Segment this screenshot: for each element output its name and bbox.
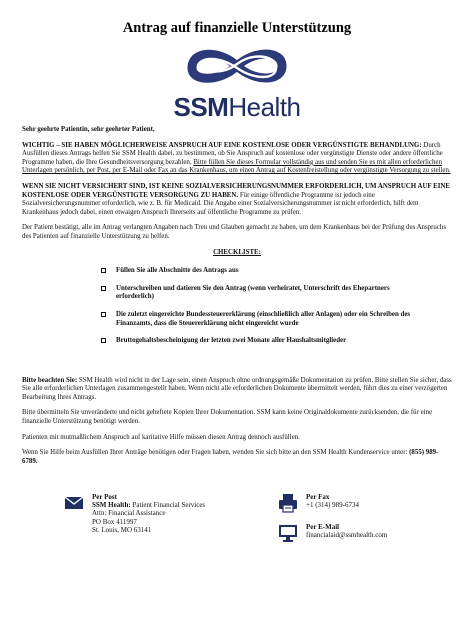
important-text: Durch Ausfüllen dieses Antrags helfen Sie SSM Health dabei, zu bestimmen, ob Sie Anspruch auf kostenlose oder vergünstigte Dienste oder andere öffentliche Programme haben, die Ihre Gesundheitsversorgung bezahlen. — [22, 141, 443, 166]
logo-text-regular: Health — [228, 92, 301, 122]
logo-text-bold: SSM — [173, 92, 229, 122]
uninsured-heading: WENN SIE NICHT VERSICHERT SIND, IST KEINE SOZIALVERSICHERUNGSNUMMER ERFORDERLICH, UM ANSPRUCH AUF EINE KOSTENLOSE ODER VERGÜNSTIGTE VERSORGUNG ZU HABEN. — [22, 182, 450, 199]
uninsured-text: Für einige öffentliche Programme ist jedoch eine Sozialversicherungsnummer erforderlich, wie z. B. für Medicaid. Die Angabe einer Sozialversicherungsnummer ist nicht erforderlich, hilft dem Krankenhaus jedoch dabei, einen etwaigen Anspruch Ihrerseits auf öffentliche Programme zu prüfen. — [22, 191, 419, 216]
email-info — [306, 523, 387, 539]
post-org-dept: Patient Financial Services — [130, 501, 206, 510]
checkbox-icon[interactable] — [101, 268, 106, 273]
salutation: Sehr geehrte Patientin, sehr geehrter Patient, — [22, 126, 155, 133]
post-box: PO Box 411997 — [92, 517, 137, 526]
help-end: . — [35, 457, 38, 465]
checklist-title: CHECKLISTE: — [213, 248, 261, 256]
checkbox-icon[interactable] — [101, 286, 106, 291]
email-label: Per E-Mail — [306, 523, 340, 531]
checkbox-icon[interactable] — [101, 312, 106, 317]
post-label: Per Post — [92, 493, 117, 501]
paragraph-help — [22, 449, 452, 466]
ssm-logo-mark-icon — [164, 44, 310, 90]
help-text: Wenn Sie Hilfe beim Ausfüllen Ihrer Anträge benötigen oder Fragen haben, wenden Sie sich bitte an den SSM Health Kundenservice unter: — [22, 449, 410, 457]
checklist-item — [22, 285, 452, 302]
checklist-item — [22, 337, 452, 346]
paragraph-confirmation: Der Patient bestätigt, alle im Antrag verlangten Angaben nach Treu und Glauben gemacht zu haben, um dem Krankenhaus bei der Prüfung des Anspruchs des Patienten auf finanzielle Unterstützung zu helfen. — [22, 224, 447, 240]
paragraph-note — [22, 377, 452, 403]
post-address — [92, 493, 205, 534]
important-heading: WICHTIG – SIE HABEN MÖGLICHERWEISE ANSPRUCH AUF EINE KOSTENLOSE ODER VERGÜNSTIGTE BEHANDLUNG: — [22, 141, 422, 149]
page-title: Antrag auf finanzielle Unterstützung — [122, 20, 352, 36]
email-address[interactable]: financialaid@ssmhealth.com — [306, 531, 388, 540]
post-org-name: SSM Health: — [92, 501, 131, 510]
paragraph-charity: Patienten mit mutmaßlichem Anspruch auf karitative Hilfe müssen diesen Antrag dennoch ausfüllen. — [22, 433, 300, 441]
letter-body — [22, 126, 452, 473]
ssm-health-logo — [164, 44, 310, 122]
contact-section — [0, 493, 474, 553]
envelope-icon — [64, 493, 84, 513]
checklist-item-label: Füllen Sie alle Abschnitte des Antrags aus — [116, 267, 239, 275]
computer-icon — [278, 523, 298, 543]
logo-wordmark — [164, 92, 310, 123]
checkbox-icon[interactable] — [101, 338, 106, 343]
post-org — [92, 501, 205, 509]
note-heading: Bitte beachten Sie: — [22, 376, 78, 384]
checklist-item — [22, 267, 452, 276]
checklist-item-label: Die zuletzt eingereichte Bundessteuererklärung (einschließlich aller Anlagen) oder ein Schreiben des Finanzamts, dass die Steuererklärung nicht eingereicht wurde — [116, 310, 411, 327]
important-underlined: Bitte füllen Sie dieses Formular vollständig aus und senden Sie es mit allen erforderlichen Unterlagen persönlich, per Post, per E-Mail oder Fax an das Krankenhaus, um einen Antrag auf Kostenfreistellung oder vergünstigte Versorgung zu stellen. — [22, 158, 451, 175]
fax-label: Per Fax — [306, 493, 330, 501]
post-city: St. Louis, MO 63141 — [92, 525, 152, 534]
post-attn: Attn: Financial Assistance — [92, 509, 166, 518]
help-phone[interactable]: (855) 989-6789 — [22, 449, 439, 465]
fax-info — [306, 493, 359, 509]
fax-number[interactable]: +1 (314) 989-6734 — [306, 501, 359, 510]
paragraph-copies: Bitte übermitteln Sie unveränderte und nicht geheftete Kopien Ihrer Dokumentation. SSM kann keine Originaldokumente zurücksenden, die für eine finanzielle Unterstützung benötigt werden. — [22, 409, 433, 426]
note-text: SSM Health wird nicht in der Lage sein, einen Anspruch ohne ordnungsgemäße Dokumentation zu prüfen. Bitte stellen Sie sicher, dass Sie alle erforderlichen Unterlagen zusammengestellt haben. Wenn nicht alle erforderlichen Dokumente übermittelt werden, führt dies zu einer verzögerten Bearbeitung Ihres Antrags. — [22, 376, 452, 401]
checklist-item-label: Unterschreiben und datieren Sie den Antrag (wenn verheiratet, Unterschrift des Ehepartners erforderlich) — [116, 284, 390, 301]
paragraph-important — [22, 142, 452, 176]
paragraph-uninsured — [22, 183, 452, 217]
fax-icon — [278, 493, 298, 513]
checklist-item-label: Bruttogehaltsbescheinigung der letzten zwei Monate aller Haushaltsmitglieder — [116, 337, 347, 345]
checklist-item — [22, 311, 452, 328]
